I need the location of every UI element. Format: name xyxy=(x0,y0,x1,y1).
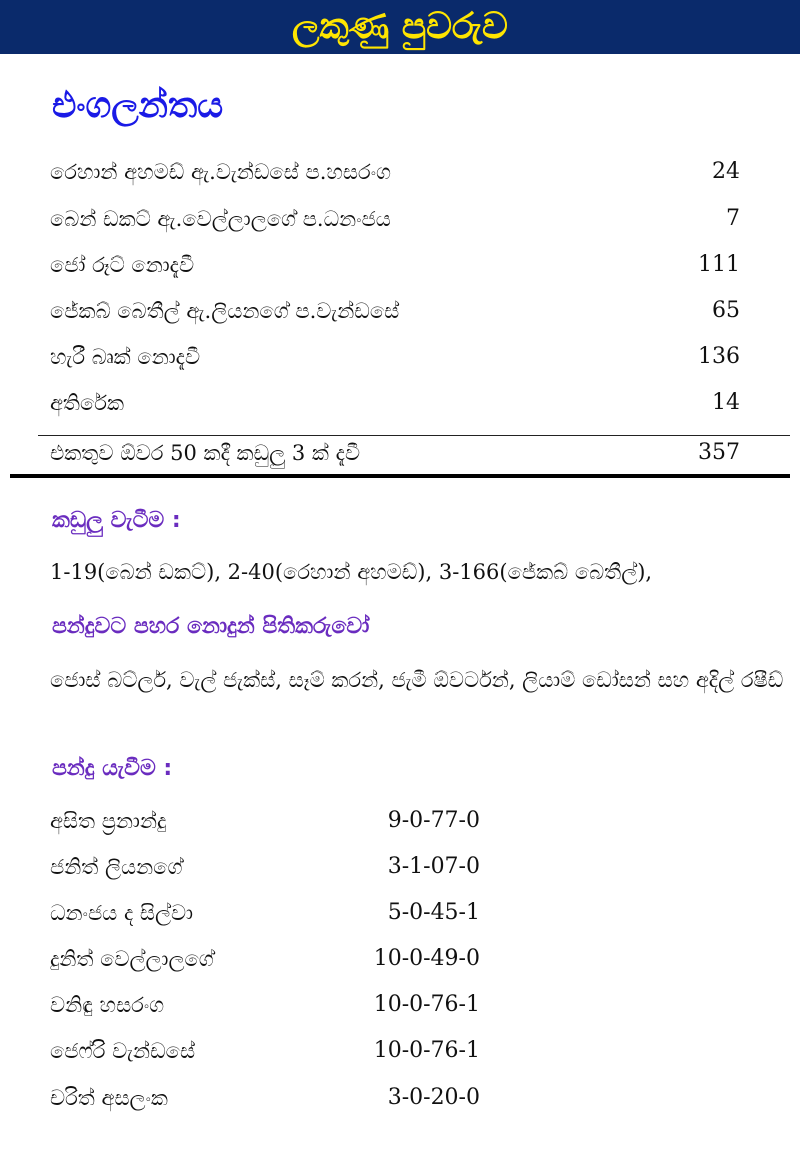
batting-row xyxy=(50,342,740,372)
bowling-heading: පන්දු යැවීම : xyxy=(52,756,173,781)
bowling-row xyxy=(50,944,480,974)
header-banner xyxy=(0,0,800,54)
bowling-row xyxy=(50,990,480,1020)
bowler-figures: 10-0-76-1 xyxy=(373,992,480,1017)
bowler-figures: 3-1-07-0 xyxy=(387,854,480,879)
bowler-figures: 10-0-49-0 xyxy=(373,946,480,971)
bowler-name: ජනිත් ලියනගේ xyxy=(50,855,183,879)
extras-label: අතිරේක xyxy=(50,391,125,415)
bowler-name: චරිත් අසලංක xyxy=(50,1086,168,1110)
batter-dismissal: රෙහාන් අහමඩ් ඇ.වැන්ඩසේ ප.හසරංග xyxy=(50,160,392,184)
section-divider xyxy=(10,474,790,478)
batter-dismissal: ජෝ රූට් නොදැවී xyxy=(50,253,195,277)
fall-of-wickets-text: 1-19(බෙන් ඩකට්), 2-40(රෙහාන් අහමඩ්), 3-166(ජේකබ් බෙතීල්), xyxy=(50,560,653,584)
bowler-name: ධනංජය ද සිල්වා xyxy=(50,901,194,925)
page-title: ලකුණු පුවරුව xyxy=(292,6,508,47)
team-name: එංගලන්තය xyxy=(52,85,224,126)
batter-dismissal: බෙන් ඩකට් ඇ.වෙල්ලාලගේ ප.ධනංජය xyxy=(50,207,391,231)
bowling-row xyxy=(50,1083,480,1113)
batting-row xyxy=(50,296,740,326)
bowling-row xyxy=(50,898,480,928)
bowling-row xyxy=(50,1036,480,1066)
batter-dismissal: ජේකබ් බෙතීල් ඇ.ලියනගේ ප.වැන්ඩසේ xyxy=(50,299,400,323)
did-not-bat-text: ජොස් බට්ලර්, වැල් ජැක්ස්, සෑම් කරන්, ජැමී ඕවර්ටන්, ලියාම් ඩෝසන් සහ අදිල් රෂීඩ් xyxy=(50,668,784,692)
bowler-figures: 5-0-45-1 xyxy=(387,900,480,925)
batter-runs: 136 xyxy=(698,344,740,369)
bowler-name: ජෙෆ්රි වැන්ඩසේ xyxy=(50,1039,196,1063)
batter-dismissal: හැරී බෘක් නොදැවී xyxy=(50,345,201,369)
batting-row xyxy=(50,157,740,187)
bowler-figures: 9-0-77-0 xyxy=(387,808,480,833)
bowler-name: අසිත ප්‍රනාන්දු xyxy=(50,809,167,833)
fall-of-wickets-heading: කඩුලු වැටීම : xyxy=(52,508,181,533)
batter-runs: 111 xyxy=(698,252,740,277)
batter-runs: 7 xyxy=(726,206,740,231)
bowler-figures: 10-0-76-1 xyxy=(373,1038,480,1063)
total-runs: 357 xyxy=(698,440,740,465)
total-label: එකතුව ඕවර 50 කදී කඩුලු 3 ක් දැවී xyxy=(50,441,361,465)
bowler-name: වනිඳු හසරංග xyxy=(50,993,165,1017)
batter-runs: 65 xyxy=(712,298,740,323)
batter-runs: 24 xyxy=(712,159,740,184)
extras-row xyxy=(50,388,740,418)
bowler-figures: 3-0-20-0 xyxy=(387,1085,480,1110)
extras-runs: 14 xyxy=(712,390,740,415)
batting-row xyxy=(50,250,740,280)
bowler-name: දුනිත් වෙල්ලාලගේ xyxy=(50,947,214,971)
total-row xyxy=(50,438,740,468)
did-not-bat-heading: පන්දුවට පහර නොදුන් පිතිකරුවෝ xyxy=(52,614,370,639)
bowling-row xyxy=(50,806,480,836)
batting-row xyxy=(50,204,740,234)
divider xyxy=(38,435,790,436)
bowling-row xyxy=(50,852,480,882)
